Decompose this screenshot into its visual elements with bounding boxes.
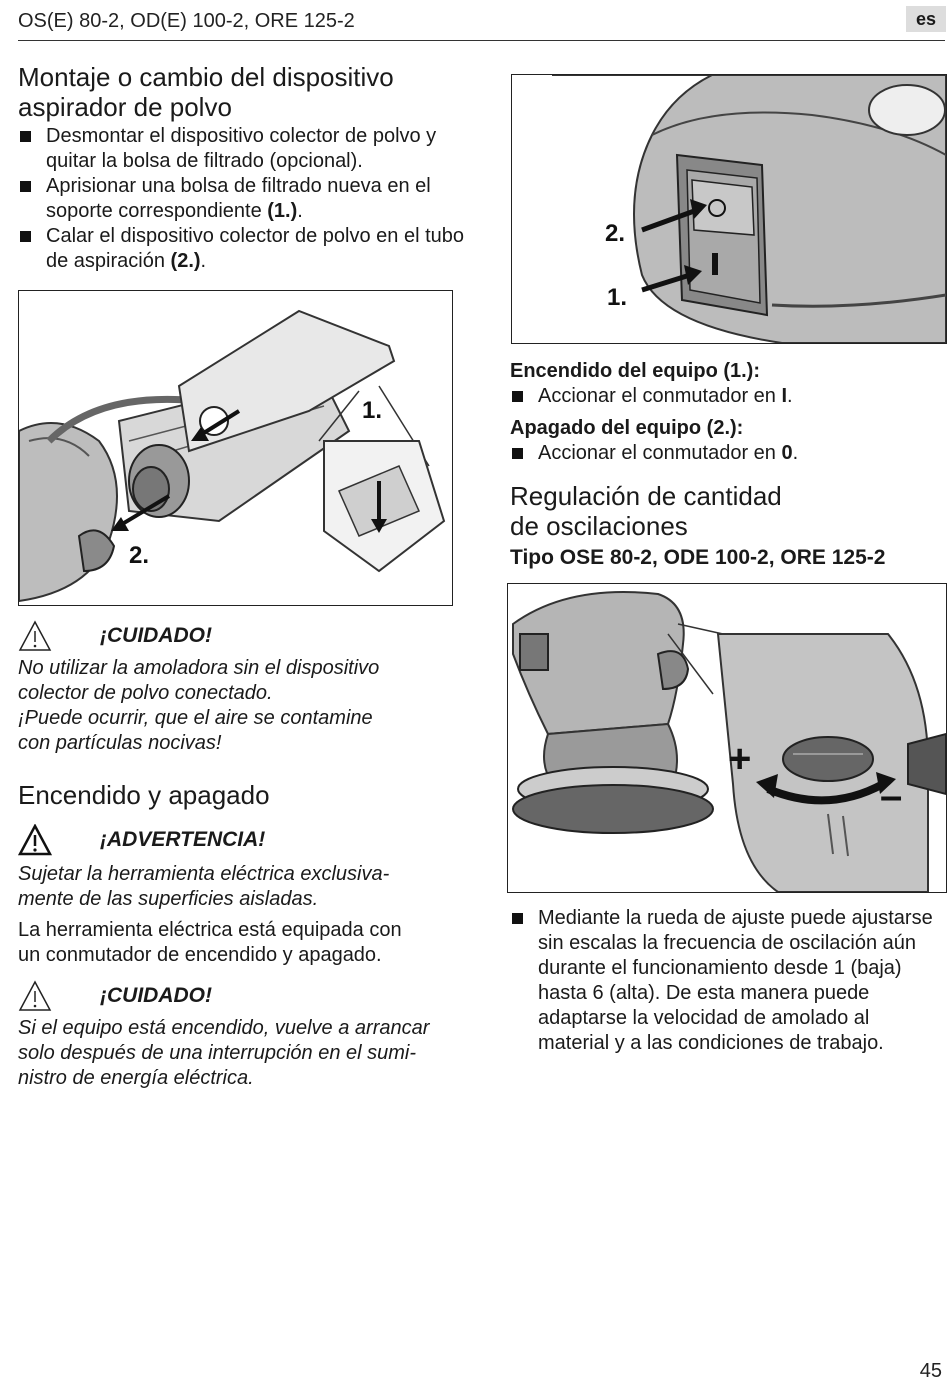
fig-left-label-1: 1. [362, 397, 383, 424]
page-number: 45 [919, 1360, 942, 1382]
advertencia-line: mente de las superficies aisladas. [18, 888, 319, 910]
list-item: Calar el dispositivo colector de polvo en el tubo de aspiración (2.). [18, 224, 468, 274]
running-header: OS(E) 80-2, OD(E) 100-2, ORE 125-2 [18, 10, 355, 32]
cuidado2-title-row [18, 978, 478, 1014]
switch-figure [511, 74, 947, 344]
dial-illustration [508, 584, 946, 892]
dial-minus-label: – [880, 774, 903, 818]
cuidado2-line: solo después de una interrupción en el sumi- [18, 1042, 417, 1064]
cuidado2-line: Si el equipo está encendido, vuelve a arrancar [18, 1017, 430, 1039]
dial-plus-label: + [728, 737, 752, 781]
list-item: Accionar el conmutador en 0. [510, 441, 940, 466]
cuidado2-line: nistro de energía eléctrica. [18, 1067, 254, 1089]
montaje-heading-line2: aspirador de polvo [18, 92, 232, 122]
header-rule [18, 40, 945, 41]
advertencia-title-row [18, 822, 478, 858]
list-item: Aprisionar una bolsa de filtrado nueva en el soporte correspondiente (1.). [18, 174, 468, 224]
fig-left-label-2: 2. [129, 542, 150, 569]
regulacion-section [510, 481, 940, 571]
cuidado-line: colector de polvo conectado. [18, 682, 273, 704]
fig-switch-label-1: 1. [607, 284, 628, 311]
off-list [510, 441, 940, 466]
switch-illustration [512, 75, 946, 343]
dust-collector-illustration [19, 291, 452, 605]
regulacion-subheading: Tipo OSE 80-2, ODE 100-2, ORE 125-2 [510, 546, 886, 569]
switch-ops [510, 358, 940, 466]
montaje-heading-line1: Montaje o cambio del dispositivo [18, 62, 394, 92]
regulacion-list [510, 906, 942, 1056]
cuidado-line: No utilizar la amoladora sin el dispositivo [18, 657, 380, 679]
montaje-list [18, 124, 468, 274]
montaje-heading [18, 62, 468, 122]
caution-triangle-icon [18, 620, 52, 652]
on-heading: Encendido del equipo (1.): [510, 360, 760, 382]
cuidado2-text [18, 1016, 478, 1091]
list-item: Desmontar el dispositivo colector de polvo y quitar la bolsa de filtrado (opcional). [18, 124, 468, 174]
cuidado-line: ¡Puede ocurrir, que el aire se contamine [18, 707, 373, 729]
on-list [510, 384, 940, 409]
dust-collector-figure [18, 290, 453, 606]
advertencia-line: Sujetar la herramienta eléctrica exclusiva- [18, 863, 390, 885]
regulacion-heading-line1: Regulación de cantidad [510, 481, 782, 511]
encendido-body-line: un conmutador de encendido y apagado. [18, 944, 382, 966]
caution-triangle-icon [18, 980, 52, 1012]
montaje-section [18, 62, 468, 274]
warning-triangle-icon [18, 824, 52, 856]
regulacion-heading-line2: de oscilaciones [510, 511, 688, 541]
dial-figure [507, 583, 947, 893]
regulacion-heading [510, 481, 940, 541]
encendido-section [18, 780, 478, 1091]
regulacion-body [510, 906, 942, 1056]
list-item: Mediante la rueda de ajuste puede ajustarse sin escalas la frecuencia de oscilación aún durante el funcionamiento desde 1 (baja) hasta 6 (alta). De esta manera puede adaptarse la velocidad de amolado al material y a las condiciones de trabajo. [510, 906, 942, 1056]
encendido-body-line: La herramienta eléctrica está equipada con [18, 919, 402, 941]
fig-switch-label-2: 2. [605, 220, 626, 247]
encendido-heading: Encendido y apagado [18, 780, 270, 810]
advertencia-text [18, 862, 478, 912]
list-item: Accionar el conmutador en I. [510, 384, 940, 409]
cuidado-line: con partículas nocivas! [18, 732, 222, 754]
advertencia-title: ¡ADVERTENCIA! [100, 828, 266, 851]
off-heading: Apagado del equipo (2.): [510, 417, 744, 439]
cuidado-block-1 [18, 618, 478, 756]
language-badge: es [906, 6, 946, 32]
cuidado-title-row [18, 618, 478, 654]
cuidado2-title: ¡CUIDADO! [100, 984, 212, 1007]
encendido-body [18, 918, 478, 968]
cuidado-title: ¡CUIDADO! [100, 624, 212, 647]
cuidado-text [18, 656, 478, 756]
